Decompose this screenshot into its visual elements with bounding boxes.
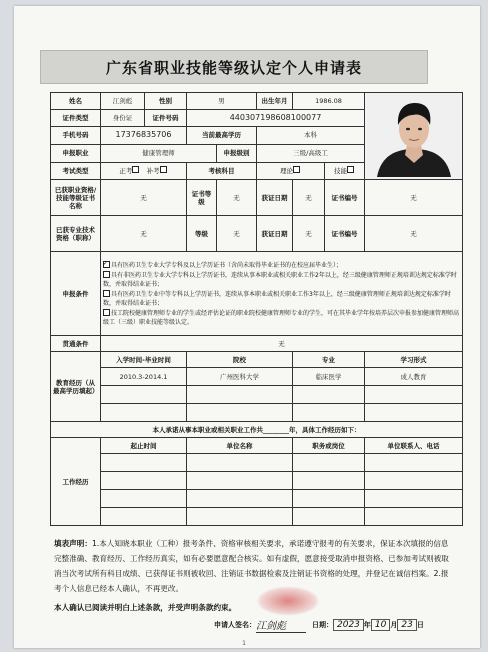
exam-theory-checkbox[interactable] <box>293 166 300 173</box>
edu-row-1-form: 成人教育 <box>365 368 463 386</box>
work-row-3-contact <box>365 490 463 508</box>
cert1-date-value: 无 <box>293 180 325 216</box>
edu-label: 当前最高学历 <box>187 127 257 144</box>
cert1-no-value: 无 <box>365 180 463 216</box>
exam-theory-option <box>257 162 325 179</box>
work-header-company: 单位名称 <box>187 438 293 454</box>
through-value: 无 <box>101 336 463 352</box>
work-row-2-position <box>293 472 365 490</box>
work-row-4-company <box>187 508 293 526</box>
cert1-level-value: 无 <box>217 180 257 216</box>
date-day-unit: 日 <box>416 621 424 629</box>
cert2-level-label: 等级 <box>187 216 217 252</box>
cert2-name-value: 无 <box>101 216 187 252</box>
condition-item-1: ✓具有医药卫生专业大学专科及以上学历证书（含尚未取得毕业证书的在校应届毕业生）； <box>103 261 460 270</box>
work-header-time: 起止时间 <box>101 438 187 454</box>
name-label: 姓名 <box>51 93 101 110</box>
work-header-position: 职务或岗位 <box>293 438 365 454</box>
work-row-3-company <box>187 490 293 508</box>
condition-1-checkbox[interactable] <box>103 261 110 268</box>
declaration-head: 填表声明： <box>54 539 92 548</box>
declaration-body: 1.本人知晓本职业（工种）报考条件、资格审核相关要求，承诺遵守报考的有关要求，保证本次填报的信息完整准确、教育经历、工作经历真实，如有必要愿意配合核实。如有虚假，愿意接受取消申报资格、已参加考试则被取消当次考试所有科目成绩、已获得证书则被收回、注销证书数据检索及注销证书资格的处理，并登记在诚信档案。2.报考个人信息已经本人确认，不再更改。 <box>54 539 449 593</box>
date-label: 日期： <box>312 621 333 629</box>
edu-row-1-major: 临床医学 <box>293 368 365 386</box>
cert1-no-label: 证书编号 <box>325 180 365 216</box>
id-type-value: 身份证 <box>101 110 145 127</box>
id-no-label: 证件号码 <box>145 110 187 127</box>
work-row-4-time <box>101 508 187 526</box>
edu-row-3-school <box>187 404 293 422</box>
birth-label: 出生年月 <box>257 93 293 110</box>
work-exp-label: 工作经历 <box>51 438 101 526</box>
portrait-image <box>367 93 461 177</box>
application-table <box>50 92 463 526</box>
gender-value: 男 <box>187 93 257 110</box>
edu-row-3-form <box>365 404 463 422</box>
date-month: 10 <box>371 619 390 631</box>
exam-subject-label: 考核科目 <box>187 162 257 179</box>
exam-type-label: 考试类型 <box>51 162 101 179</box>
work-row-1-contact <box>365 454 463 472</box>
cert2-no-value: 无 <box>365 216 463 252</box>
cert2-date-value: 无 <box>293 216 325 252</box>
cert2-level-value: 无 <box>217 216 257 252</box>
work-row-2-time <box>101 472 187 490</box>
work-row-4-contact <box>365 508 463 526</box>
work-row-2-contact <box>365 472 463 490</box>
work-row-1-company <box>187 454 293 472</box>
applicant-photo <box>365 93 463 180</box>
gender-label: 性别 <box>145 93 187 110</box>
date-year: 2023 <box>333 619 364 631</box>
edu-value: 本科 <box>257 127 365 144</box>
through-label: 贯通条件 <box>51 336 101 352</box>
work-row-1-position <box>293 454 365 472</box>
cert2-label: 已获专业技术资格（职称） <box>51 216 101 252</box>
declaration-text <box>54 536 454 596</box>
signature-row <box>214 618 454 632</box>
id-type-label: 证件类型 <box>51 110 101 127</box>
form-title-bar <box>40 50 428 84</box>
edu-header-time: 入学时间-毕业时间 <box>101 352 187 368</box>
edu-row-3-major <box>293 404 365 422</box>
level-value: 三级/高级工 <box>257 144 365 162</box>
exam-theory-label: 理论 <box>280 166 293 175</box>
condition-item-4: 技工院校健康管理师专业的学生或经评估论证的职业院校健康管理师专业的学生，可在其毕业学年按培养层次申报参加健康管理师高级工（三级）职业技能等级认定。 <box>103 309 460 326</box>
id-no-value: 440307198608100077 <box>187 110 365 127</box>
cert2-date-label: 获证日期 <box>257 216 293 252</box>
work-row-3-position <box>293 490 365 508</box>
work-commitment-note: 本人承诺从事本职业或相关职业工作共________年，具体工作经历如下： <box>51 422 463 438</box>
cert1-name-value: 无 <box>101 180 187 216</box>
phone-label: 手机号码 <box>51 127 101 144</box>
work-row-3-time <box>101 490 187 508</box>
edu-row-2-major <box>293 386 365 404</box>
work-header-contact: 单位联系人、电话 <box>365 438 463 454</box>
edu-row-2-school <box>187 386 293 404</box>
edu-row-2-form <box>365 386 463 404</box>
edu-row-1-time: 2010.3-2014.1 <box>101 368 187 386</box>
exam-type-options <box>101 162 187 179</box>
edu-row-2-time <box>101 386 187 404</box>
birth-value: 1986.08 <box>293 93 365 110</box>
exam-supplement-checkbox[interactable] <box>160 166 167 173</box>
cert1-date-label: 获证日期 <box>257 180 293 216</box>
work-row-4-position <box>293 508 365 526</box>
exam-first-checkbox[interactable] <box>132 166 139 173</box>
edu-exp-label: 教育经历（从最高学历填起） <box>51 352 101 422</box>
phone-value: 17376835706 <box>101 127 187 144</box>
name-value: 江剑彪 <box>101 93 145 110</box>
exam-skill-checkbox[interactable] <box>347 166 354 173</box>
edu-header-form: 学习形式 <box>365 352 463 368</box>
edu-row-3-time <box>101 404 187 422</box>
page-number: 1 <box>242 640 246 647</box>
conditions-label: 申报条件 <box>51 252 101 336</box>
condition-4-checkbox[interactable] <box>103 309 110 316</box>
cert1-level-label: 证书等级 <box>187 180 217 216</box>
edu-row-1-school: 广州医科大学 <box>187 368 293 386</box>
date-month-unit: 月 <box>390 621 398 629</box>
date-day: 23 <box>397 619 416 631</box>
condition-3-checkbox[interactable] <box>103 290 110 297</box>
edu-header-major: 专业 <box>293 352 365 368</box>
condition-item-2: 具有非医药卫生专业大学专科以上学历证书，连续从事本职业或相关职业工作2年以上，经三级健康管理师正规培训达规定标准学时数，并取得结业证书； <box>103 271 457 288</box>
cert1-label: 已获职业资格/技能等级证书名称 <box>51 180 101 216</box>
work-row-1-time <box>101 454 187 472</box>
date-year-unit: 年 <box>363 621 371 629</box>
occupation-label: 申报职业 <box>51 144 101 162</box>
occupation-value: 健康管理师 <box>101 144 217 162</box>
confirmation-text: 本人确认已阅读并明白上述条款，并受声明条款约束。 <box>54 603 237 612</box>
exam-supplement-label: 补考 <box>146 166 160 175</box>
conditions-list <box>101 252 463 336</box>
work-row-2-company <box>187 472 293 490</box>
exam-skill-option <box>325 162 365 179</box>
signature-label: 申请人签名： <box>214 621 256 629</box>
edu-header-school: 院校 <box>187 352 293 368</box>
exam-first-label: 正考 <box>119 166 133 175</box>
condition-2-checkbox[interactable] <box>103 271 110 278</box>
level-label: 申报级别 <box>217 144 257 162</box>
form-title: 广东省职业技能等级认定个人申请表 <box>105 58 362 77</box>
cert2-no-label: 证书编号 <box>325 216 365 252</box>
condition-item-3: 具有医药卫生专业中等专科以上学历证书，连续从事本职业或相关职业工作3年以上，经三级健康管理师正规培训达规定标准学时数，并取得结业证书； <box>103 290 451 307</box>
signature-value: 江剑彪 <box>256 617 306 633</box>
exam-skill-label: 技能 <box>334 166 347 175</box>
